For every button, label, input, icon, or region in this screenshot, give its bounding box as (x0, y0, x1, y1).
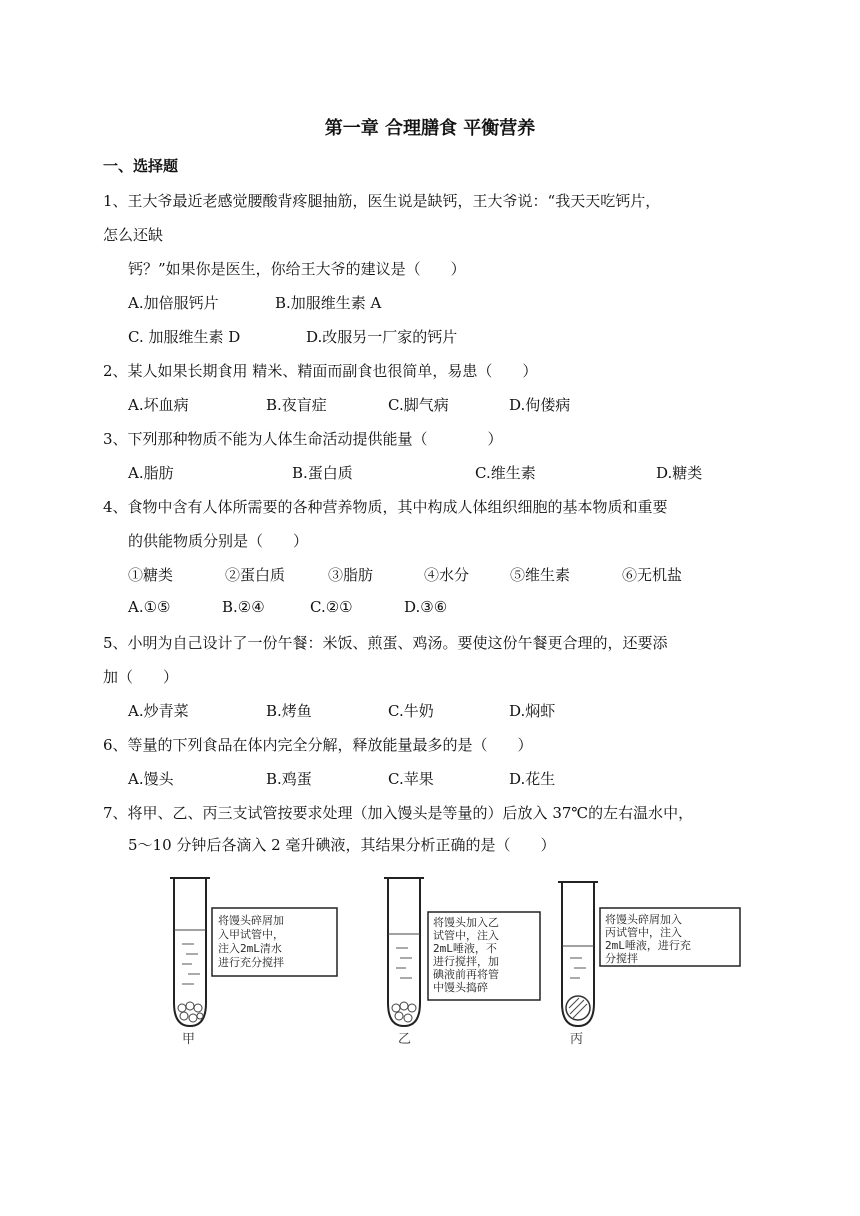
box-jia-line-1: 将馒头碎屑加 (218, 914, 284, 927)
box-yi-line-1: 将馒头加入乙 (433, 916, 499, 929)
q2-option-c: C.脚气病 (388, 396, 449, 414)
box-jia-line-2: 入甲试管中， (218, 928, 284, 941)
q3-option-b: B.蛋白质 (292, 464, 353, 482)
tube-yi (384, 878, 424, 1047)
tube-label-jia: 甲 (182, 1032, 196, 1047)
tube-label-yi: 乙 (398, 1032, 412, 1047)
q4-option-d: D.③⑥ (404, 598, 448, 616)
box-yi-line-6: 中馒头捣碎 (433, 981, 488, 994)
box-jia-line-3: 注入2mL清水 (218, 942, 282, 955)
q4-line-2: 的供能物质分别是（ ） (128, 532, 309, 550)
test-tube-figure (160, 868, 760, 1048)
q4-option-b: B.②④ (222, 598, 265, 616)
q2-line-1: 2、某人如果长期食用 精米、精面而副食也很简单，易患（ ） (103, 362, 538, 380)
q7-line-1: 7、将甲、乙、丙三支试管按要求处理（加入馒头是等量的）后放入 37℃的左右温水中， (103, 804, 694, 822)
q4-item-6: ⑥无机盐 (622, 566, 683, 584)
q1-line-1: 1、王大爷最近老感觉腰酸背疼腿抽筋，医生说是缺钙，王大爷说：“我天天吃钙片， (103, 192, 661, 210)
q6-option-b: B.鸡蛋 (266, 770, 312, 788)
q6-option-a: A.馒头 (128, 770, 174, 788)
q5-line-1: 5、小明为自己设计了一份午餐：米饭、煎蛋、鸡汤。要使这份午餐更合理的，还要添 (103, 634, 668, 652)
tube-jia (170, 878, 210, 1047)
q3-option-a: A.脂肪 (128, 464, 174, 482)
q1-line-3: 钙？”如果你是医生，你给王大爷的建议是（ ） (128, 260, 466, 278)
q1-option-d: D.改服另一厂家的钙片 (306, 328, 458, 346)
q6-line-1: 6、等量的下列食品在体内完全分解，释放能量最多的是（ ） (103, 736, 533, 754)
q4-line-1: 4、食物中含有人体所需要的各种营养物质，其中构成人体组织细胞的基本物质和重要 (103, 498, 668, 516)
box-bing-line-1: 将馒头碎屑加入 (605, 913, 682, 926)
box-jia-line-4: 进行充分搅拌 (218, 956, 284, 969)
q4-item-2: ②蛋白质 (225, 566, 286, 584)
q4-option-c: C.②① (310, 598, 353, 616)
box-yi-line-2: 试管中，注入 (433, 929, 499, 942)
q2-option-a: A.坏血病 (128, 396, 189, 414)
box-yi-line-3: 2mL唾液，不 (433, 942, 497, 955)
q1-option-c: C. 加服维生素 D (128, 328, 241, 346)
tube-bing (558, 882, 598, 1047)
q3-line-1: 3、下列那种物质不能为人体生命活动提供能量（ ） (103, 430, 503, 448)
q1-option-b: B.加服维生素 A (275, 294, 382, 312)
tube-label-bing: 丙 (570, 1032, 584, 1047)
q1-option-a: A.加倍服钙片 (128, 294, 219, 312)
q4-item-1: ①糖类 (128, 566, 174, 584)
q6-option-d: D.花生 (509, 770, 556, 788)
box-bing-line-2: 丙试管中，注入 (605, 926, 682, 939)
box-bing-line-4: 分搅拌 (605, 952, 638, 965)
q2-option-d: D.佝偻病 (509, 396, 571, 414)
q4-item-3: ③脂肪 (328, 566, 374, 584)
q1-line-2: 怎么还缺 (103, 226, 164, 244)
q7-line-2: 5～10 分钟后各滴入 2 毫升碘液，其结果分析正确的是（ ） (128, 836, 556, 854)
box-yi-line-5: 碘液前再将管 (433, 968, 499, 981)
q6-option-c: C.苹果 (388, 770, 434, 788)
q3-option-c: C.维生素 (475, 464, 536, 482)
q3-option-d: D.糖类 (656, 464, 703, 482)
q5-option-c: C.牛奶 (388, 702, 434, 720)
q5-option-a: A.炒青菜 (128, 702, 189, 720)
q5-option-d: D.焖虾 (509, 702, 556, 720)
q4-option-a: A.①⑤ (128, 598, 171, 616)
box-yi-line-4: 进行搅拌，加 (433, 955, 499, 968)
q2-option-b: B.夜盲症 (266, 396, 327, 414)
q4-item-4: ④水分 (424, 566, 470, 584)
page-title: 第一章 合理膳食 平衡营养 (324, 118, 536, 139)
q4-item-5: ⑤维生素 (510, 566, 571, 584)
section-heading: 一、选择题 (103, 157, 179, 175)
q5-line-2: 加（ ） (103, 668, 179, 686)
box-bing-line-3: 2mL唾液，进行充 (605, 939, 691, 952)
q5-option-b: B.烤鱼 (266, 702, 312, 720)
